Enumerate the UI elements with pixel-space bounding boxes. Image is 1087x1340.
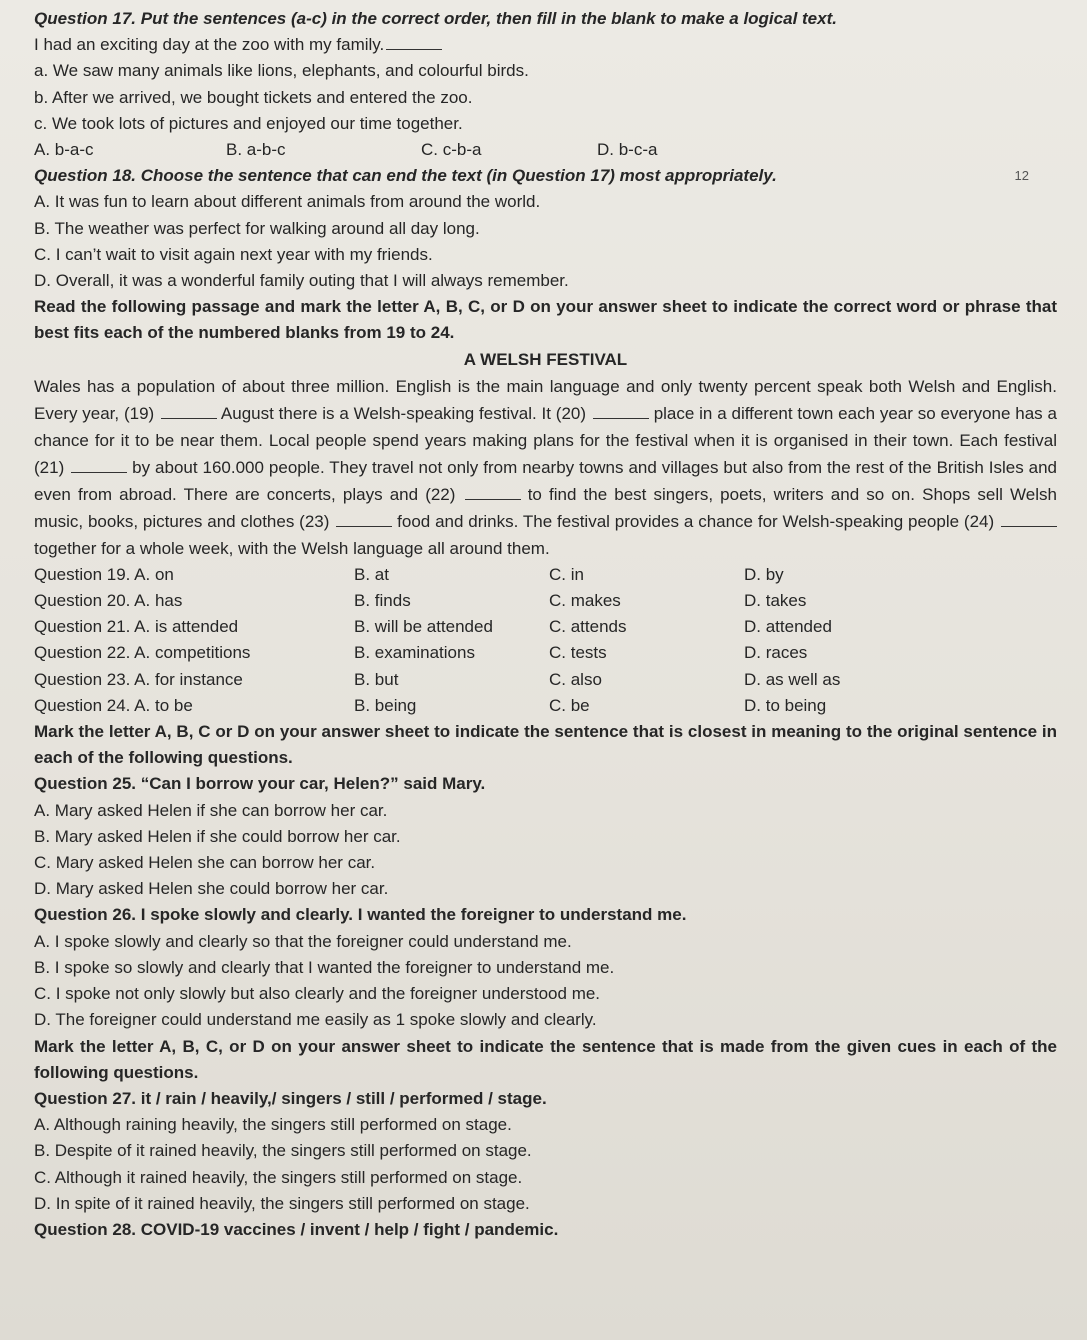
- q19-option-a[interactable]: Question 19. A. on: [34, 564, 174, 584]
- passage-body: [34, 373, 1057, 562]
- passage-segment: Wales has a population of about three million. English is the main language and only twenty percent speak both Welsh and English. Every year, (19): [34, 376, 1057, 423]
- q22-option-d[interactable]: D. races: [744, 643, 808, 663]
- blank-19: [161, 404, 217, 419]
- q22-row: [34, 640, 1057, 666]
- blank-21: [71, 458, 127, 473]
- q24-option-b[interactable]: B. being: [354, 695, 417, 715]
- q17-options: [34, 137, 1057, 163]
- q23-option-c[interactable]: C. also: [549, 669, 602, 689]
- q25-option-c[interactable]: C. Mary asked Helen she can borrow her car.: [34, 853, 376, 873]
- passage-instruction: Read the following passage and mark the letter A, B, C, or D on your answer sheet to indicate the correct word or phrase that best fits each of the numbered blanks from 19 to 24.: [34, 297, 1057, 343]
- q17-option-a[interactable]: A. b-a-c: [34, 140, 94, 160]
- q18-title: Question 18. Choose the sentence that can end the text (in Question 17) most appropriately.: [34, 166, 777, 186]
- q18-option-a[interactable]: A. It was fun to learn about different animals from around the world.: [34, 192, 541, 212]
- q20-row: [34, 588, 1057, 614]
- q25-option-b[interactable]: B. Mary asked Helen if she could borrow her car.: [34, 826, 401, 846]
- passage-segment: August there is a Welsh-speaking festival. It (20): [220, 403, 587, 423]
- q27-title: Question 27. it / rain / heavily,/ singers / still / performed / stage.: [34, 1088, 547, 1108]
- q19-option-d[interactable]: D. by: [744, 564, 784, 584]
- section2-instruction: Mark the letter A, B, C or D on your answer sheet to indicate the sentence that is closest in meaning to the original sentence in each of the following questions.: [34, 722, 1057, 768]
- q18-option-d[interactable]: D. Overall, it was a wonderful family outing that I will always remember.: [34, 271, 569, 291]
- q26-title: Question 26. I spoke slowly and clearly. I wanted the foreigner to understand me.: [34, 905, 687, 925]
- q18-option-b[interactable]: B. The weather was perfect for walking around all day long.: [34, 218, 480, 238]
- q22-option-c[interactable]: C. tests: [549, 643, 607, 663]
- q23-option-d[interactable]: D. as well as: [744, 669, 841, 689]
- blank-20: [593, 404, 649, 419]
- gap-questions: [34, 562, 1057, 719]
- q26-option-d[interactable]: D. The foreigner could understand me easily as 1 spoke slowly and clearly.: [34, 1010, 597, 1030]
- q18-option-c[interactable]: C. I can’t wait to visit again next year with my friends.: [34, 244, 433, 264]
- q21-option-c[interactable]: C. attends: [549, 617, 627, 637]
- q19-option-c[interactable]: C. in: [549, 564, 584, 584]
- q28-title: Question 28. COVID-19 vaccines / invent / help / fight / pandemic.: [34, 1219, 559, 1239]
- q20-option-c[interactable]: C. makes: [549, 591, 621, 611]
- q17-option-b[interactable]: B. a-b-c: [226, 140, 286, 160]
- passage-segment: food and drinks. The festival provides a chance for Welsh-speaking people (24): [397, 511, 995, 531]
- q17-option-d[interactable]: D. b-c-a: [597, 140, 658, 160]
- q25-option-d[interactable]: D. Mary asked Helen she could borrow her car.: [34, 879, 389, 899]
- q25-title: Question 25. “Can I borrow your car, Helen?” said Mary.: [34, 774, 486, 794]
- q17-intro-text: I had an exciting day at the zoo with my family.: [34, 35, 385, 55]
- q20-option-b[interactable]: B. finds: [354, 591, 411, 611]
- passage-segment: to find the best singers, poets, writers and so on. Shops sell Welsh music, books, pictures and clothes (23): [34, 484, 1057, 531]
- blank-22: [465, 485, 521, 500]
- q21-row: [34, 614, 1057, 640]
- q19-row: [34, 562, 1057, 588]
- q17-title: Question 17. Put the sentences (a-c) in the correct order, then fill in the blank to make a logical text.: [34, 9, 837, 28]
- q17-option-c[interactable]: C. c-b-a: [421, 140, 482, 160]
- q17-sentence-b: b. After we arrived, we bought tickets and entered the zoo.: [34, 87, 473, 107]
- q26-option-c[interactable]: C. I spoke not only slowly but also clearly and the foreigner understood me.: [34, 984, 601, 1004]
- q20-option-a[interactable]: Question 20. A. has: [34, 591, 183, 611]
- q20-option-d[interactable]: D. takes: [744, 591, 807, 611]
- q21-option-b[interactable]: B. will be attended: [354, 617, 493, 637]
- q25-option-a[interactable]: A. Mary asked Helen if she can borrow her car.: [34, 800, 388, 820]
- q24-row: [34, 693, 1057, 719]
- q17-sentence-c: c. We took lots of pictures and enjoyed our time together.: [34, 113, 463, 133]
- q27-option-a[interactable]: A. Although raining heavily, the singers still performed on stage.: [34, 1115, 512, 1135]
- blank-23: [336, 512, 392, 527]
- blank-24: [1001, 512, 1057, 527]
- q21-option-d[interactable]: D. attended: [744, 617, 832, 637]
- q23-row: [34, 667, 1057, 693]
- passage-segment: together for a whole week, with the Welsh language all around them.: [34, 538, 550, 558]
- q24-option-d[interactable]: D. to being: [744, 695, 827, 715]
- q22-option-a[interactable]: Question 22. A. competitions: [34, 643, 251, 663]
- q21-option-a[interactable]: Question 21. A. is attended: [34, 617, 239, 637]
- q27-option-d[interactable]: D. In spite of it rained heavily, the singers still performed on stage.: [34, 1193, 530, 1213]
- passage-title: A WELSH FESTIVAL: [463, 349, 628, 369]
- q24-option-a[interactable]: Question 24. A. to be: [34, 695, 193, 715]
- q27-option-b[interactable]: B. Despite of it rained heavily, the singers still performed on stage.: [34, 1141, 532, 1161]
- passage-segment: by about 160.000 people. They travel not only from nearby towns and villages but also from the rest of the British Isles and even from abroad. There are concerts, plays and (22): [34, 457, 1057, 504]
- q22-option-b[interactable]: B. examinations: [354, 643, 475, 663]
- q26-option-b[interactable]: B. I spoke so slowly and clearly that I wanted the foreigner to understand me.: [34, 957, 615, 977]
- passage-segment: place in a different town each year so everyone has a chance for it to be near them. Local people spend years making plans for the festival when it is organised in their town. Each festival (21): [34, 403, 1057, 477]
- q23-option-a[interactable]: Question 23. A. for instance: [34, 669, 243, 689]
- q27-option-c[interactable]: C. Although it rained heavily, the singers still performed on stage.: [34, 1167, 523, 1187]
- q24-option-c[interactable]: C. be: [549, 695, 590, 715]
- answer-blank: [386, 35, 442, 50]
- q17-intro: [34, 32, 1057, 58]
- q26-option-a[interactable]: A. I spoke slowly and clearly so that the foreigner could understand me.: [34, 931, 572, 951]
- margin-mark: 12: [1014, 168, 1029, 183]
- q19-option-b[interactable]: B. at: [354, 564, 389, 584]
- q23-option-b[interactable]: B. but: [354, 669, 399, 689]
- section3-instruction: Mark the letter A, B, C, or D on your answer sheet to indicate the sentence that is made from the given cues in each of the following questions.: [34, 1036, 1057, 1082]
- q17-sentence-a: a. We saw many animals like lions, elephants, and colourful birds.: [34, 61, 529, 81]
